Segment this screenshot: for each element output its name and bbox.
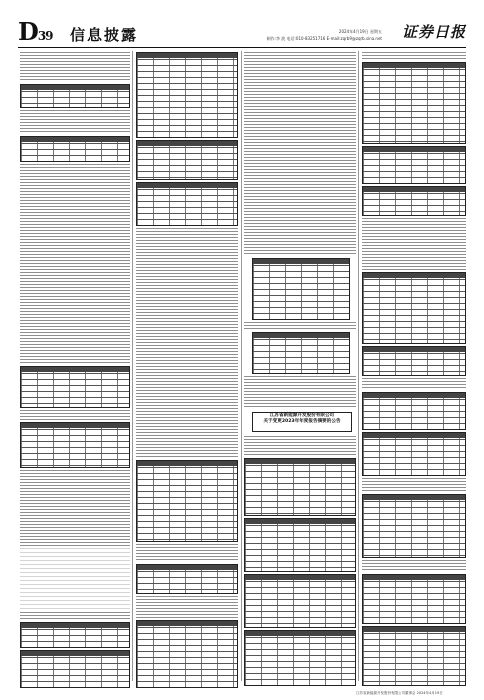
editor-contact: 制作:李 波 电话:010-83251716 E-mail:zqrb9@zqrb.sina.net bbox=[266, 36, 382, 41]
column-divider bbox=[358, 51, 359, 681]
data-table bbox=[362, 494, 466, 558]
data-table bbox=[362, 346, 466, 376]
data-table bbox=[362, 626, 466, 686]
data-table bbox=[362, 186, 466, 216]
article-text bbox=[244, 376, 356, 408]
article-text bbox=[20, 110, 130, 134]
article-text bbox=[20, 612, 130, 620]
data-table bbox=[20, 622, 130, 648]
data-table bbox=[136, 620, 238, 688]
notice-company: 江苏省新能源开发股份有限公司 bbox=[269, 413, 335, 418]
article-text bbox=[20, 52, 130, 82]
article-text bbox=[362, 378, 466, 390]
article-text bbox=[362, 218, 466, 270]
article-text bbox=[244, 52, 356, 256]
data-table bbox=[136, 140, 238, 180]
article-text bbox=[362, 52, 466, 60]
data-table bbox=[136, 52, 238, 138]
data-table bbox=[362, 272, 466, 344]
article-text bbox=[136, 596, 238, 618]
article-text bbox=[136, 228, 238, 458]
data-table bbox=[244, 574, 356, 628]
data-table bbox=[20, 422, 130, 468]
article-text bbox=[244, 322, 356, 330]
signature-line: 江苏省新能源开发股份有限公司董事会 2024年4月19日 bbox=[356, 691, 443, 695]
data-table bbox=[362, 574, 466, 624]
article-text bbox=[20, 164, 130, 364]
page-number: D39 bbox=[18, 17, 53, 46]
data-table bbox=[244, 518, 356, 572]
data-table bbox=[136, 564, 238, 594]
data-table bbox=[136, 460, 238, 542]
data-table bbox=[362, 62, 466, 144]
article-text bbox=[20, 410, 130, 420]
data-table bbox=[362, 146, 466, 184]
article-text bbox=[362, 478, 466, 492]
notice-title: 关于变更2023年年度报告摘要的公告 bbox=[263, 419, 341, 424]
faded-text-area bbox=[20, 548, 130, 610]
masthead bbox=[18, 17, 466, 46]
newspaper-logo: 证券日报 bbox=[401, 23, 466, 41]
notice-headline bbox=[252, 412, 352, 432]
article-text bbox=[244, 436, 356, 456]
data-table bbox=[20, 84, 130, 108]
article-text bbox=[20, 470, 130, 546]
data-table bbox=[244, 458, 356, 516]
section-title: 信息披露 bbox=[70, 26, 139, 44]
data-table bbox=[20, 366, 130, 408]
data-table bbox=[20, 136, 130, 162]
issue-date: 2024年4月19日 星期五 bbox=[338, 29, 382, 34]
data-table bbox=[252, 332, 350, 374]
article-text bbox=[136, 544, 238, 562]
article-text bbox=[362, 560, 466, 572]
data-table bbox=[252, 258, 350, 320]
masthead-rule bbox=[18, 47, 466, 48]
data-table bbox=[20, 650, 130, 688]
data-table bbox=[136, 182, 238, 226]
column-divider bbox=[241, 51, 242, 681]
data-table bbox=[244, 630, 356, 686]
column-divider bbox=[132, 51, 133, 681]
data-table bbox=[362, 392, 466, 430]
data-table bbox=[362, 432, 466, 476]
